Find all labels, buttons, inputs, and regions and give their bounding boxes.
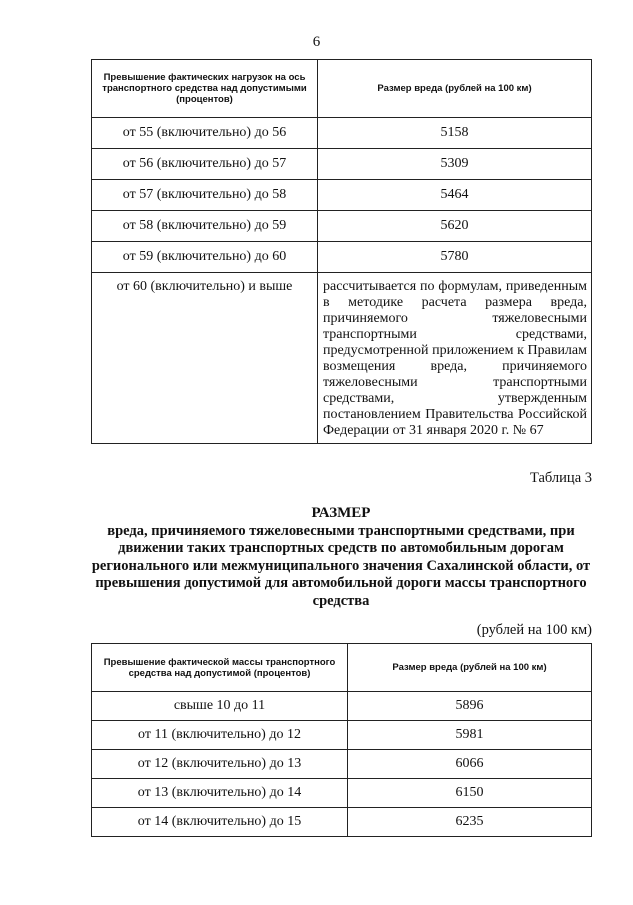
table-row: [92, 779, 592, 808]
cell-excess: от 55 (включительно) до 56: [92, 118, 318, 149]
column-header-excess: Превышение фактических нагрузок на ось транспортного средства над допустимыми (процентов): [92, 60, 318, 118]
page-number: 6: [312, 34, 321, 50]
table-label: Таблица 3: [529, 470, 592, 486]
table-header-row: [92, 644, 592, 692]
table-header-row: [92, 60, 592, 118]
cell-damage: 6066: [348, 750, 592, 779]
cell-excess: от 59 (включительно) до 60: [92, 242, 318, 273]
cell-excess: от 57 (включительно) до 58: [92, 180, 318, 211]
table-row: [92, 721, 592, 750]
cell-excess: свыше 10 до 11: [92, 692, 348, 721]
cell-damage: 6150: [348, 779, 592, 808]
cell-damage: 5309: [318, 149, 592, 180]
cell-damage: 5158: [318, 118, 592, 149]
table-row: [92, 211, 592, 242]
table-title: [91, 505, 591, 610]
cell-damage: 5780: [318, 242, 592, 273]
units-note: (рублей на 100 км): [476, 622, 592, 638]
cell-excess: от 60 (включительно) и выше: [92, 273, 318, 444]
column-header-damage: Размер вреда (рублей на 100 км): [348, 644, 592, 692]
cell-excess: от 56 (включительно) до 57: [92, 149, 318, 180]
cell-damage: 5981: [348, 721, 592, 750]
title-heading: РАЗМЕР: [311, 505, 371, 521]
cell-calculation-note: рассчитывается по формулам, приведенным в методике расчета размера вреда, причиняемого тяжеловесными транспортными средствами, предусмотренной приложением к Правилам возмещения вреда, причиняемого тяжеловесными транспортными средствами, утвержденным постановлением Правительства Российской Федерации от 31 января 2020 г. № 67: [318, 273, 592, 444]
cell-excess: от 12 (включительно) до 13: [92, 750, 348, 779]
table-row: [92, 750, 592, 779]
cell-damage: 5620: [318, 211, 592, 242]
cell-excess: от 11 (включительно) до 12: [92, 721, 348, 750]
column-header-excess: Превышение фактической массы транспортного средства над допустимой (процентов): [92, 644, 348, 692]
column-header-damage: Размер вреда (рублей на 100 км): [318, 60, 592, 118]
cell-damage: 6235: [348, 808, 592, 837]
axle-load-damage-table: [91, 59, 592, 444]
table-row: [92, 273, 592, 444]
table-row: [92, 118, 592, 149]
table-row: [92, 180, 592, 211]
table-row: [92, 692, 592, 721]
title-description: вреда, причиняемого тяжеловесными транспортными средствами, при движении таких транспортных средств по автомобильным дорогам регионального или межмуниципального значения Сахалинской области, от превышения допустимой для автомобильной дороги массы транспортного средства: [91, 522, 591, 609]
table-row: [92, 808, 592, 837]
mass-damage-table: [91, 643, 592, 837]
cell-excess: от 14 (включительно) до 15: [92, 808, 348, 837]
table-row: [92, 149, 592, 180]
cell-damage: 5464: [318, 180, 592, 211]
table-row: [92, 242, 592, 273]
cell-damage: 5896: [348, 692, 592, 721]
cell-excess: от 13 (включительно) до 14: [92, 779, 348, 808]
cell-excess: от 58 (включительно) до 59: [92, 211, 318, 242]
